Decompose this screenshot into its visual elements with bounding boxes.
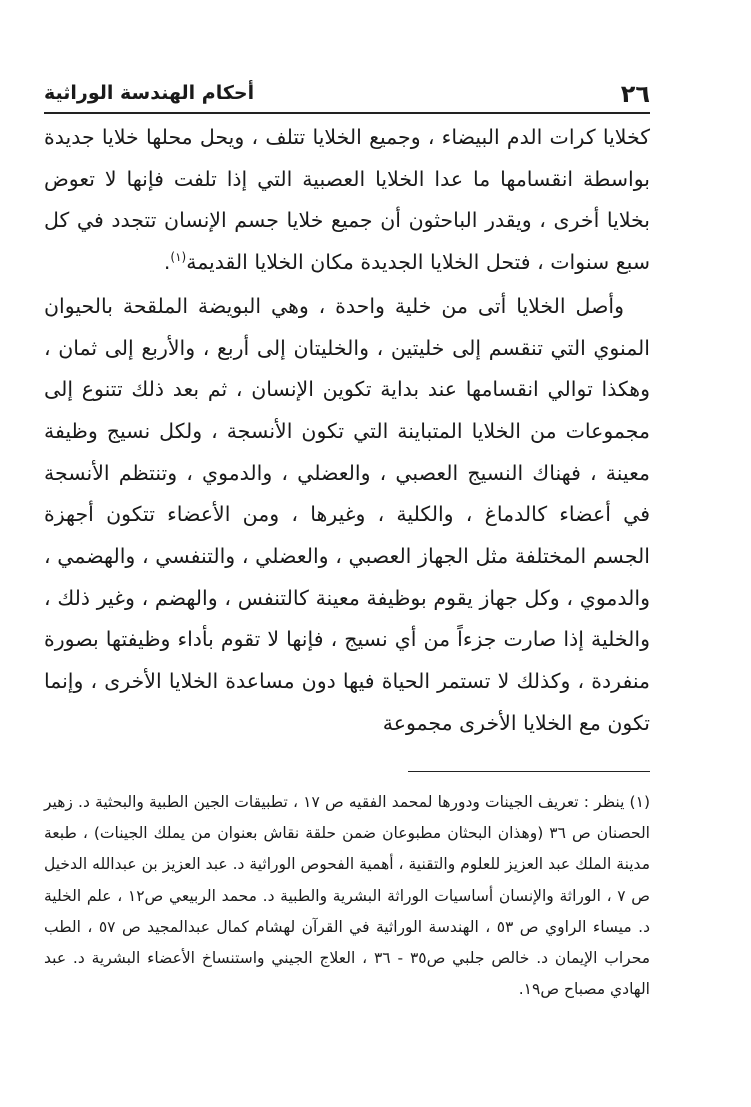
footnotes	[44, 787, 650, 1005]
page-header	[44, 78, 650, 114]
running-title: أحكام الهندسة الوراثية	[44, 82, 255, 104]
footnote-separator	[408, 771, 650, 772]
paragraph-1	[44, 117, 650, 284]
body-text	[44, 117, 650, 745]
footnote-1: (١) ينظر : تعريف الجينات ودورها لمحمد الفقيه ص ١٧ ، تطبيقات الجين الطبية والبحثية د. زهير الحصنان ص ٣٦ (وهذان البحثان مطبوعان ضمن حلقة نقاش بعنوان من يملك الجينات) ، طبعة مدينة الملك عبد العزيز للعلوم والتقنية ، أهمية الفحوص الوراثية د. عبد العزيز بن عبدالله الدخيل ص ٧ ، الوراثة والإنسان أساسيات الوراثة البشرية والطبية د. محمد الربيعي ص١٢ ، علم الخلية د. ميساء الراوي ص ٥٣ ، الهندسة الوراثية في القرآن لهشام كمال عبدالمجيد ص ٥٧ ، الطب محراب الإيمان د. خالص جلبي ص٣٥ - ٣٦ ، العلاج الجيني واستنساخ الأعضاء البشرية د. عبد الهادي مصباح ص١٩.	[44, 793, 651, 999]
paragraph-1-text: كخلايا كرات الدم البيضاء ، وجميع الخلايا تتلف ، ويحل محلها خلايا جديدة بواسطة انقسامها ما عدا الخلايا العصبية التي إذا تلفت فإنها لا تعوض بخلايا أخرى ، ويقدر الباحثون أن جميع خلايا جسم الإنسان تتجدد في كل سبع سنوات ، فتحل الخلايا الجديدة مكان الخلايا القديمة	[44, 125, 650, 275]
paragraph-1-end: .	[163, 250, 171, 275]
paragraph-2: وأصل الخلايا أتى من خلية واحدة ، وهي البويضة الملقحة بالحيوان المنوي التي تنقسم إلى خليتين ، والخليتان إلى أربع ، والأربع إلى ثمان ، وهكذا توالي انقسامها عند بداية تكوين الإنسان ، ثم بعد ذلك تتنوع إلى مجموعات من الخلايا المتباينة التي تكون الأنسجة ، ولكل نسيج وظيفة معينة ، فهناك النسيج العصبي ، والعضلي ، والدموي ، وتنتظم الأنسجة في أعضاء كالدماغ ، والكلية ، وغيرها ، ومن الأعضاء تتكون أجهزة الجسم المختلفة مثل الجهاز العصبي ، والعضلي ، والتنفسي ، والهضمي ، والدموي ، وكل جهاز يقوم بوظيفة معينة كالتنفس ، والهضم ، وغير ذلك ، والخلية إذا صارت جزءاً من أي نسيج ، فإنها لا تقوم بأداء وظيفتها بصورة منفردة ، وكذلك لا تستمر الحياة فيها دون مساعدة الخلايا الأخرى ، وإنما تكون مع الخلايا الأخرى مجموعة	[44, 293, 650, 735]
page-number: ٢٦	[620, 80, 650, 108]
footnote-reference: (١)	[170, 250, 187, 265]
